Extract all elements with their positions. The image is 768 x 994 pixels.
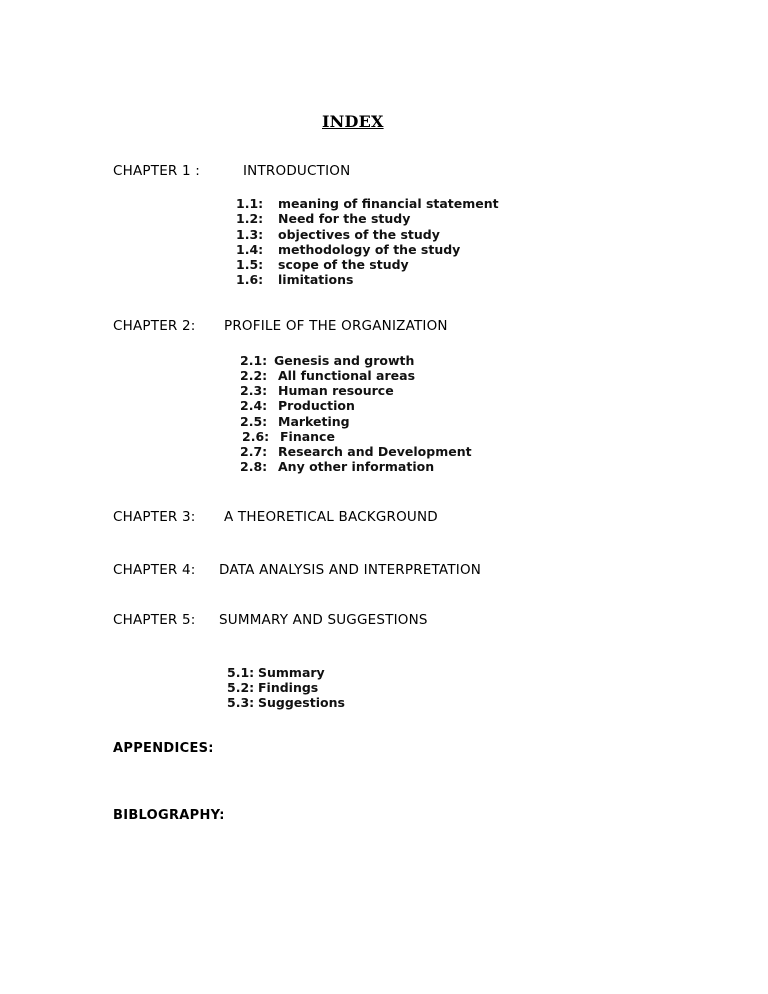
chapter-title: INTRODUCTION bbox=[243, 163, 351, 179]
chapter-title: PROFILE OF THE ORGANIZATION bbox=[224, 318, 448, 334]
chapter-title: DATA ANALYSIS AND INTERPRETATION bbox=[219, 562, 482, 578]
chapter-number: CHAPTER 3: bbox=[113, 509, 196, 525]
chapter-title: A THEORETICAL BACKGROUND bbox=[224, 509, 438, 525]
section-number: 2.5: bbox=[240, 414, 268, 429]
section-title: Finance bbox=[280, 429, 335, 444]
section-number: 2.8: bbox=[240, 459, 268, 474]
chapter-number: CHAPTER 1 : bbox=[113, 163, 201, 179]
bibliography-heading: BIBLOGRAPHY: bbox=[113, 808, 225, 823]
section-number: 1.2: bbox=[236, 211, 264, 226]
section-title: Human resource bbox=[278, 383, 394, 398]
section-number: 1.5: bbox=[236, 257, 264, 272]
section-number: 1.1: bbox=[236, 196, 264, 211]
section-number: 2.2: bbox=[240, 368, 268, 383]
chapter-number: CHAPTER 2: bbox=[113, 318, 196, 334]
section-title: limitations bbox=[278, 272, 354, 287]
section-title: Research and Development bbox=[278, 444, 472, 459]
section-number: 5.2: bbox=[227, 680, 255, 695]
section-title: Production bbox=[278, 398, 355, 413]
section-title: Genesis and growth bbox=[274, 353, 415, 368]
section-title: Any other information bbox=[278, 459, 435, 474]
section-title: All functional areas bbox=[278, 368, 416, 383]
section-title: Marketing bbox=[278, 414, 350, 429]
section-number: 2.7: bbox=[240, 444, 268, 459]
section-title: Findings bbox=[258, 680, 319, 695]
chapter-number: CHAPTER 4: bbox=[113, 562, 196, 578]
section-title: scope of the study bbox=[278, 257, 409, 272]
page-title: INDEX bbox=[322, 112, 384, 131]
section-title: Summary bbox=[258, 665, 325, 680]
section-number: 2.3: bbox=[240, 383, 268, 398]
section-number: 1.6: bbox=[236, 272, 264, 287]
chapter-title: SUMMARY AND SUGGESTIONS bbox=[219, 612, 428, 628]
section-number: 2.6: bbox=[242, 429, 270, 444]
appendices-heading: APPENDICES: bbox=[113, 741, 214, 756]
section-number: 5.3: bbox=[227, 695, 255, 710]
section-number: 2.4: bbox=[240, 398, 268, 413]
section-number: 1.4: bbox=[236, 242, 264, 257]
section-title: objectives of the study bbox=[278, 227, 440, 242]
section-title: Suggestions bbox=[258, 695, 345, 710]
chapter-number: CHAPTER 5: bbox=[113, 612, 196, 628]
section-title: meaning of financial statement bbox=[278, 196, 499, 211]
section-number: 5.1: bbox=[227, 665, 255, 680]
section-title: methodology of the study bbox=[278, 242, 461, 257]
section-number: 1.3: bbox=[236, 227, 264, 242]
section-number: 2.1: bbox=[240, 353, 268, 368]
section-title: Need for the study bbox=[278, 211, 411, 226]
